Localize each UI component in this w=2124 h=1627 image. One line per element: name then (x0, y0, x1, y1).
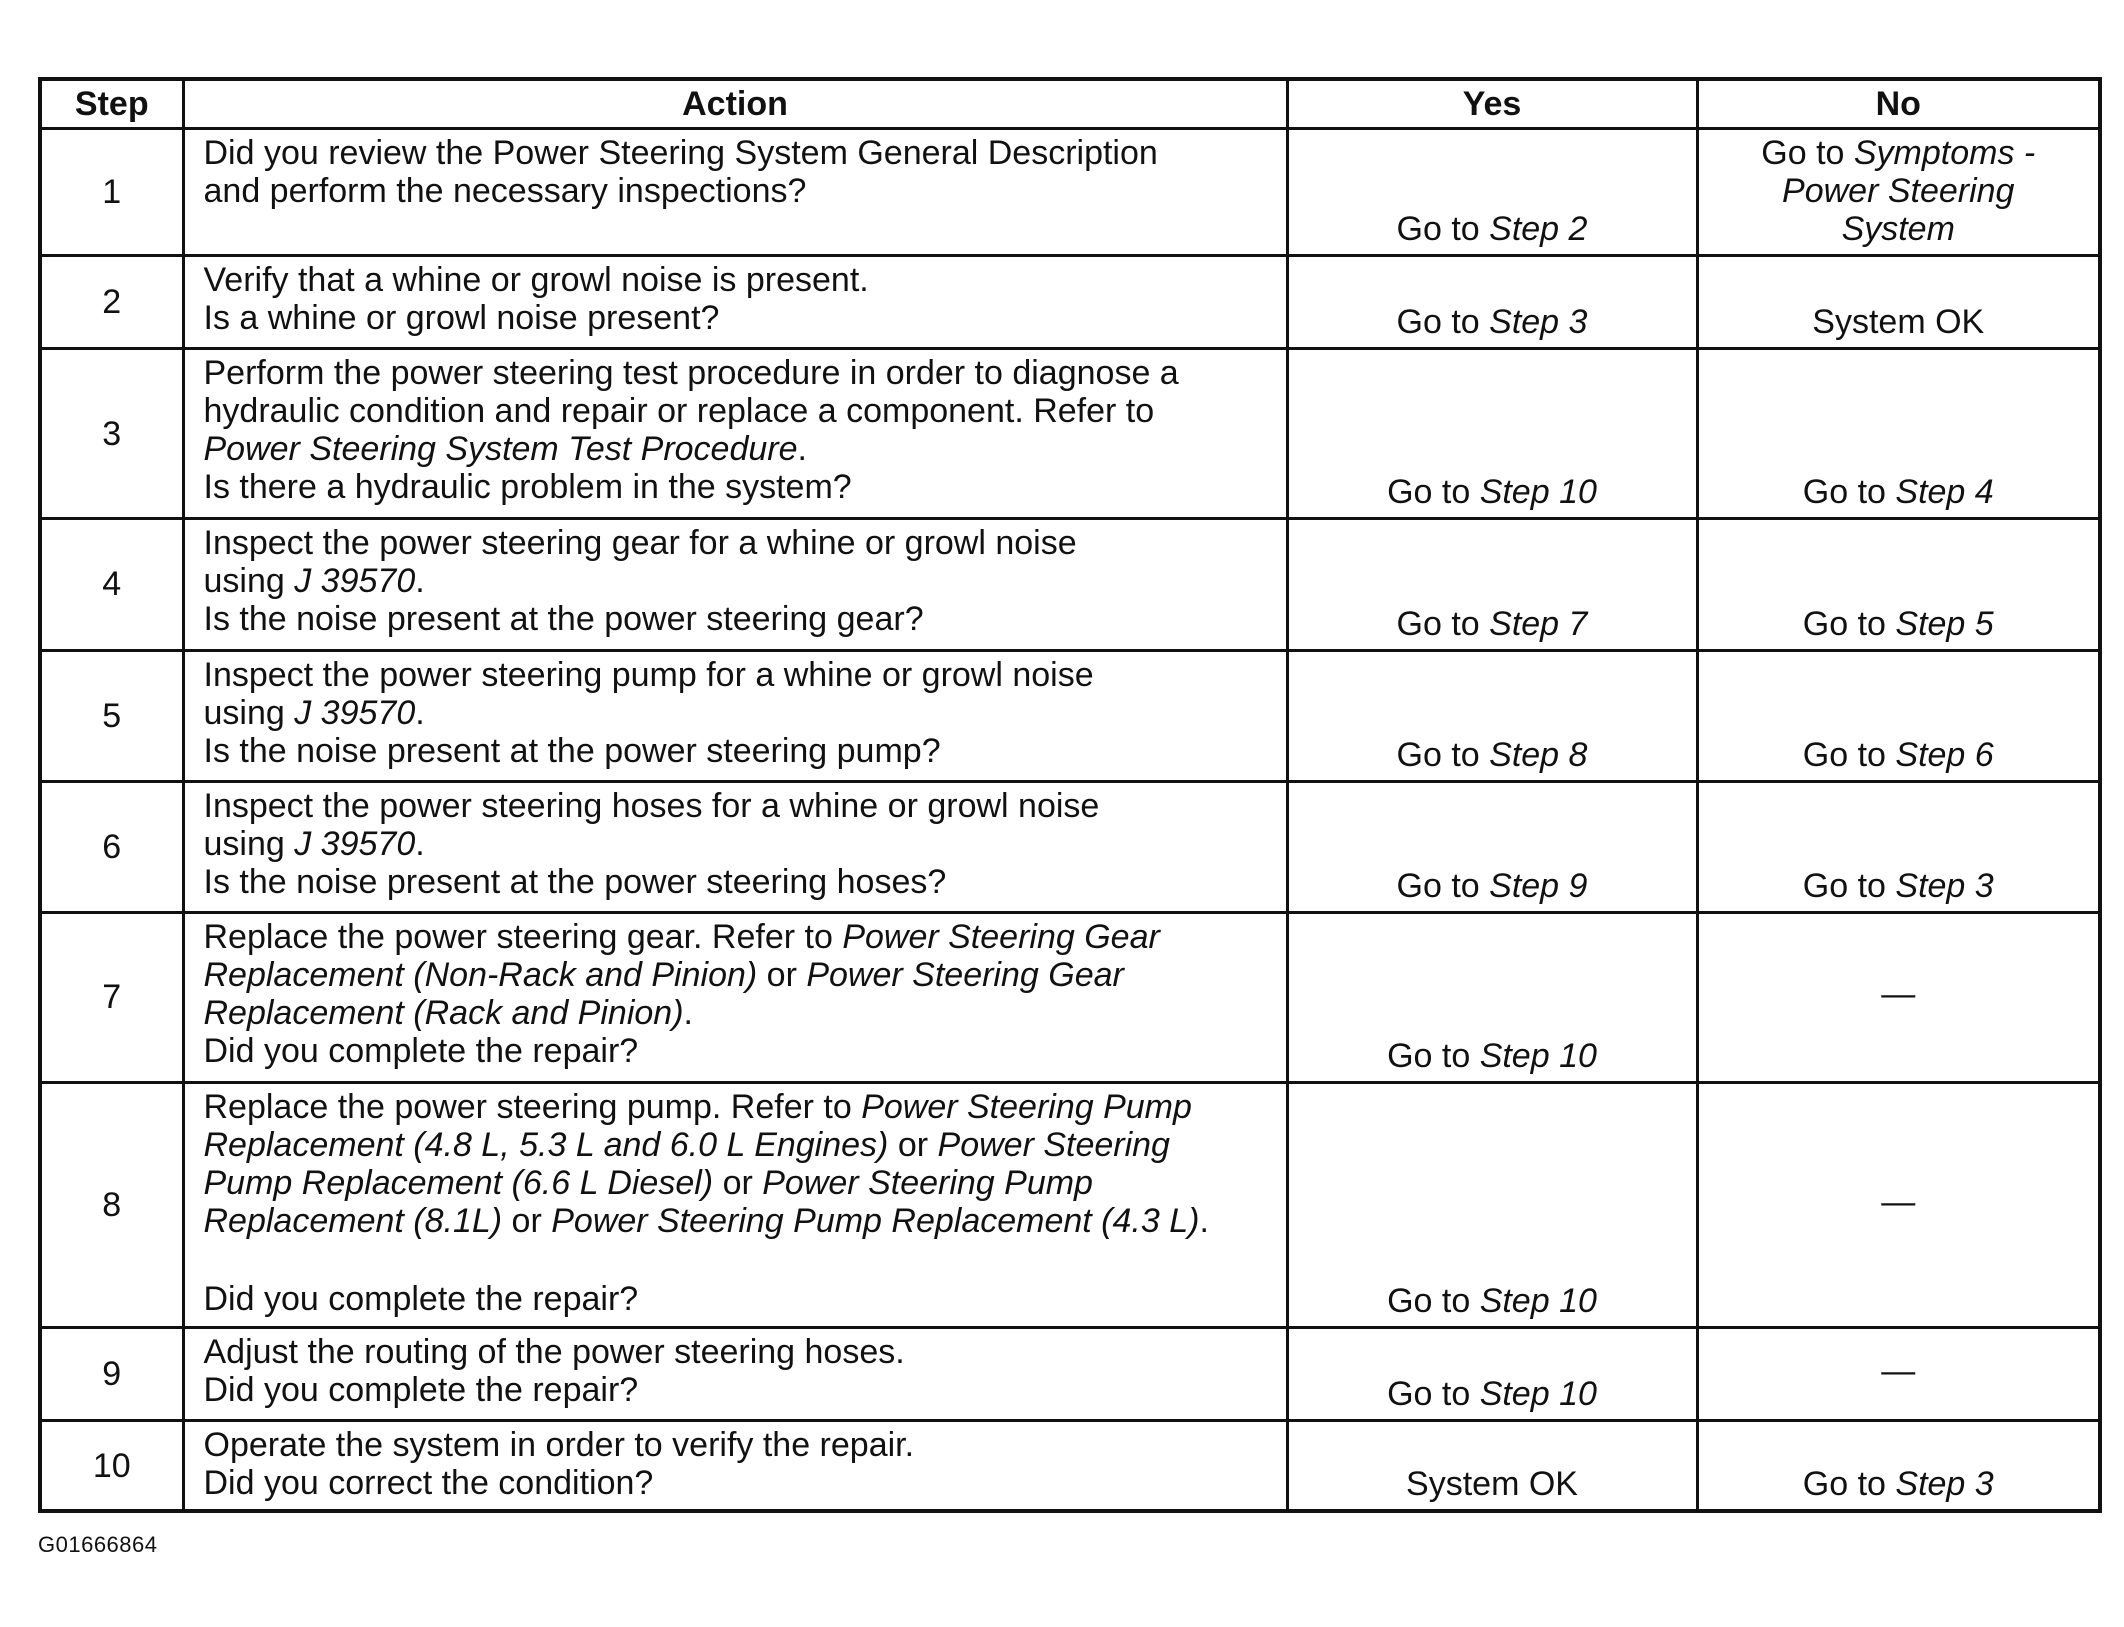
punctuation: . (683, 993, 693, 1032)
action-cell (183, 129, 1287, 256)
action-cell (183, 519, 1287, 650)
step-number: 9 (40, 1328, 183, 1421)
table-row (40, 650, 2100, 781)
procedure-link[interactable]: Replacement (Rack and Pinion) (203, 993, 684, 1032)
punctuation: . (1199, 1201, 1209, 1240)
action-text: Perform the power steering test procedure in order to diagnose a (203, 354, 1179, 393)
action-text: Inspect the power steering pump for a whine or growl noise (203, 655, 1094, 694)
procedure-link[interactable]: Replacement (4.8 L, 5.3 L and 6.0 L Engines) (203, 1125, 889, 1164)
action-question: Did you correct the condition? (203, 1464, 654, 1503)
no-step-link[interactable]: Step 4 (1895, 473, 1994, 512)
yes-cell (1287, 256, 1697, 349)
header-action: Action (183, 79, 1287, 129)
action-cell (183, 912, 1287, 1082)
yes-prefix: Go to (1387, 1375, 1480, 1414)
no-prefix: Go to (1802, 1465, 1896, 1503)
action-text: Inspect the power steering gear for a whine or growl noise (203, 524, 1077, 563)
punctuation: . (415, 562, 425, 601)
punctuation: . (797, 430, 807, 469)
action-cell (183, 781, 1287, 912)
yes-step-link[interactable]: Step 3 (1489, 303, 1588, 342)
yes-prefix: Go to (1387, 1036, 1480, 1075)
yes-prefix: Go to (1396, 866, 1490, 905)
action-text: or (757, 955, 807, 994)
tool-link[interactable]: J 39570 (294, 693, 416, 732)
action-question: Is there a hydraulic problem in the system? (203, 468, 852, 507)
yes-step-link[interactable]: Step 7 (1489, 604, 1588, 643)
no-prefix: Go to (1802, 473, 1896, 512)
step-number: 5 (40, 650, 183, 781)
no-result: System OK (1812, 303, 1985, 342)
action-cell (183, 1421, 1287, 1511)
no-dash: — (1881, 1352, 1916, 1391)
procedure-link[interactable]: Pump Replacement (6.6 L Diesel) (203, 1163, 714, 1202)
step-number: 8 (40, 1082, 183, 1327)
punctuation: . (415, 693, 425, 732)
action-text: hydraulic condition and repair or replace a component. Refer to (203, 392, 1155, 431)
no-cell (1697, 349, 2100, 519)
yes-step-link[interactable]: Step 10 (1479, 1375, 1597, 1414)
table-row (40, 1421, 2100, 1511)
action-cell (183, 1328, 1287, 1421)
no-step-link[interactable]: Step 3 (1895, 1465, 1994, 1503)
no-step-link[interactable]: Step 3 (1895, 866, 1994, 905)
action-text: Inspect the power steering hoses for a whine or growl noise (203, 786, 1100, 825)
action-text: using (203, 824, 295, 863)
yes-cell (1287, 650, 1697, 781)
no-cell (1697, 650, 2100, 781)
yes-step-link[interactable]: Step 10 (1479, 1036, 1597, 1075)
yes-cell (1287, 1421, 1697, 1511)
tool-link[interactable]: J 39570 (294, 824, 416, 863)
punctuation: . (415, 824, 425, 863)
action-text: Did you review the Power Steering System General Description (203, 134, 1158, 172)
header-yes: Yes (1287, 79, 1697, 129)
tool-link[interactable]: J 39570 (294, 562, 416, 601)
header-no: No (1697, 79, 2100, 129)
yes-prefix: Go to (1396, 735, 1490, 774)
step-number: 7 (40, 912, 183, 1082)
no-cell (1697, 1421, 2100, 1511)
action-question: Is the noise present at the power steering gear? (203, 600, 924, 639)
no-cell (1697, 1082, 2100, 1327)
action-question: Did you complete the repair? (203, 1279, 639, 1318)
no-cell (1697, 781, 2100, 912)
procedure-link[interactable]: Power Steering Pump (861, 1087, 1192, 1126)
yes-cell (1287, 1082, 1697, 1327)
yes-step-link[interactable]: Step 9 (1489, 866, 1588, 905)
procedure-link[interactable]: Power Steering Pump (762, 1163, 1093, 1202)
table-row (40, 1328, 2100, 1421)
procedure-link[interactable]: Power Steering System Test Procedure (203, 430, 798, 469)
procedure-link[interactable]: Replacement (8.1L) (203, 1201, 503, 1240)
yes-cell (1287, 519, 1697, 650)
procedure-link[interactable]: Power Steering Gear (842, 917, 1160, 956)
no-step-link[interactable]: Step 6 (1895, 735, 1994, 774)
action-text: Verify that a whine or growl noise is present. (203, 261, 869, 300)
no-cell (1697, 129, 2100, 256)
diagnostic-table (38, 77, 2102, 1513)
action-question: Is a whine or growl noise present? (203, 299, 720, 338)
action-text: Adjust the routing of the power steering hoses. (203, 1333, 905, 1372)
table-row (40, 349, 2100, 519)
yes-cell (1287, 129, 1697, 256)
table-row (40, 256, 2100, 349)
step-number: 4 (40, 519, 183, 650)
yes-cell (1287, 781, 1697, 912)
spacer (204, 1240, 1276, 1280)
no-prefix: Go to (1802, 735, 1896, 774)
action-cell (183, 256, 1287, 349)
step-number: 10 (40, 1421, 183, 1511)
table-row (40, 129, 2100, 256)
action-question: Did you complete the repair? (203, 1371, 639, 1410)
no-cell (1697, 519, 2100, 650)
table-header-row (40, 79, 2100, 129)
no-cell (1697, 912, 2100, 1082)
no-symptoms-link[interactable]: Power Steering (1782, 172, 2015, 210)
no-step-link[interactable]: Step 5 (1895, 604, 1994, 643)
action-text: Replace the power steering pump. Refer to (203, 1087, 862, 1126)
step-number: 2 (40, 256, 183, 349)
procedure-link[interactable]: Replacement (Non-Rack and Pinion) (203, 955, 758, 994)
action-cell (183, 1082, 1287, 1327)
table-row (40, 912, 2100, 1082)
action-text: Replace the power steering gear. Refer to (203, 917, 843, 956)
procedure-link[interactable]: Power Steering Gear (806, 955, 1124, 994)
yes-prefix: Go to (1387, 1282, 1480, 1321)
no-dash: — (1881, 975, 1916, 1014)
no-symptoms-link[interactable]: Symptoms - (1853, 134, 2036, 172)
action-question: Did you complete the repair? (203, 1031, 639, 1070)
no-dash: — (1881, 1183, 1916, 1222)
procedure-link[interactable]: Power Steering (937, 1125, 1170, 1164)
yes-step-link[interactable]: Step 2 (1489, 210, 1588, 249)
action-text: using (203, 562, 295, 601)
header-step: Step (40, 79, 183, 129)
yes-step-link[interactable]: Step 10 (1479, 1282, 1597, 1321)
table-row (40, 781, 2100, 912)
action-text: using (203, 693, 295, 732)
action-question: Is the noise present at the power steering pump? (203, 731, 941, 770)
action-text: or (888, 1125, 938, 1164)
action-question: Is the noise present at the power steering hoses? (203, 862, 947, 901)
yes-prefix: Go to (1396, 210, 1490, 249)
table-row (40, 1082, 2100, 1327)
step-number: 6 (40, 781, 183, 912)
action-text: and perform the necessary inspections? (203, 172, 807, 210)
procedure-link[interactable]: Power Steering Pump Replacement (4.3 L) (551, 1201, 1200, 1240)
action-text: or (713, 1163, 763, 1202)
yes-prefix: Go to (1396, 303, 1490, 342)
action-cell (183, 650, 1287, 781)
yes-step-link[interactable]: Step 8 (1489, 735, 1588, 774)
yes-result: System OK (1406, 1465, 1578, 1503)
table-row (40, 519, 2100, 650)
yes-cell (1287, 349, 1697, 519)
yes-cell (1287, 1328, 1697, 1421)
figure-id: G01666864 (38, 1532, 158, 1557)
step-number: 3 (40, 349, 183, 519)
yes-step-link[interactable]: Step 10 (1479, 473, 1597, 512)
no-prefix: Go to (1802, 604, 1896, 643)
yes-cell (1287, 912, 1697, 1082)
action-text: or (502, 1201, 552, 1240)
no-prefix: Go to (1802, 866, 1896, 905)
step-number: 1 (40, 129, 183, 256)
action-cell (183, 349, 1287, 519)
no-prefix: Go to (1761, 134, 1854, 172)
yes-prefix: Go to (1387, 473, 1480, 512)
no-cell (1697, 1328, 2100, 1421)
no-symptoms-link[interactable]: System (1841, 210, 1955, 248)
action-text: Operate the system in order to verify the repair. (203, 1426, 915, 1465)
no-cell (1697, 256, 2100, 349)
yes-prefix: Go to (1396, 604, 1490, 643)
